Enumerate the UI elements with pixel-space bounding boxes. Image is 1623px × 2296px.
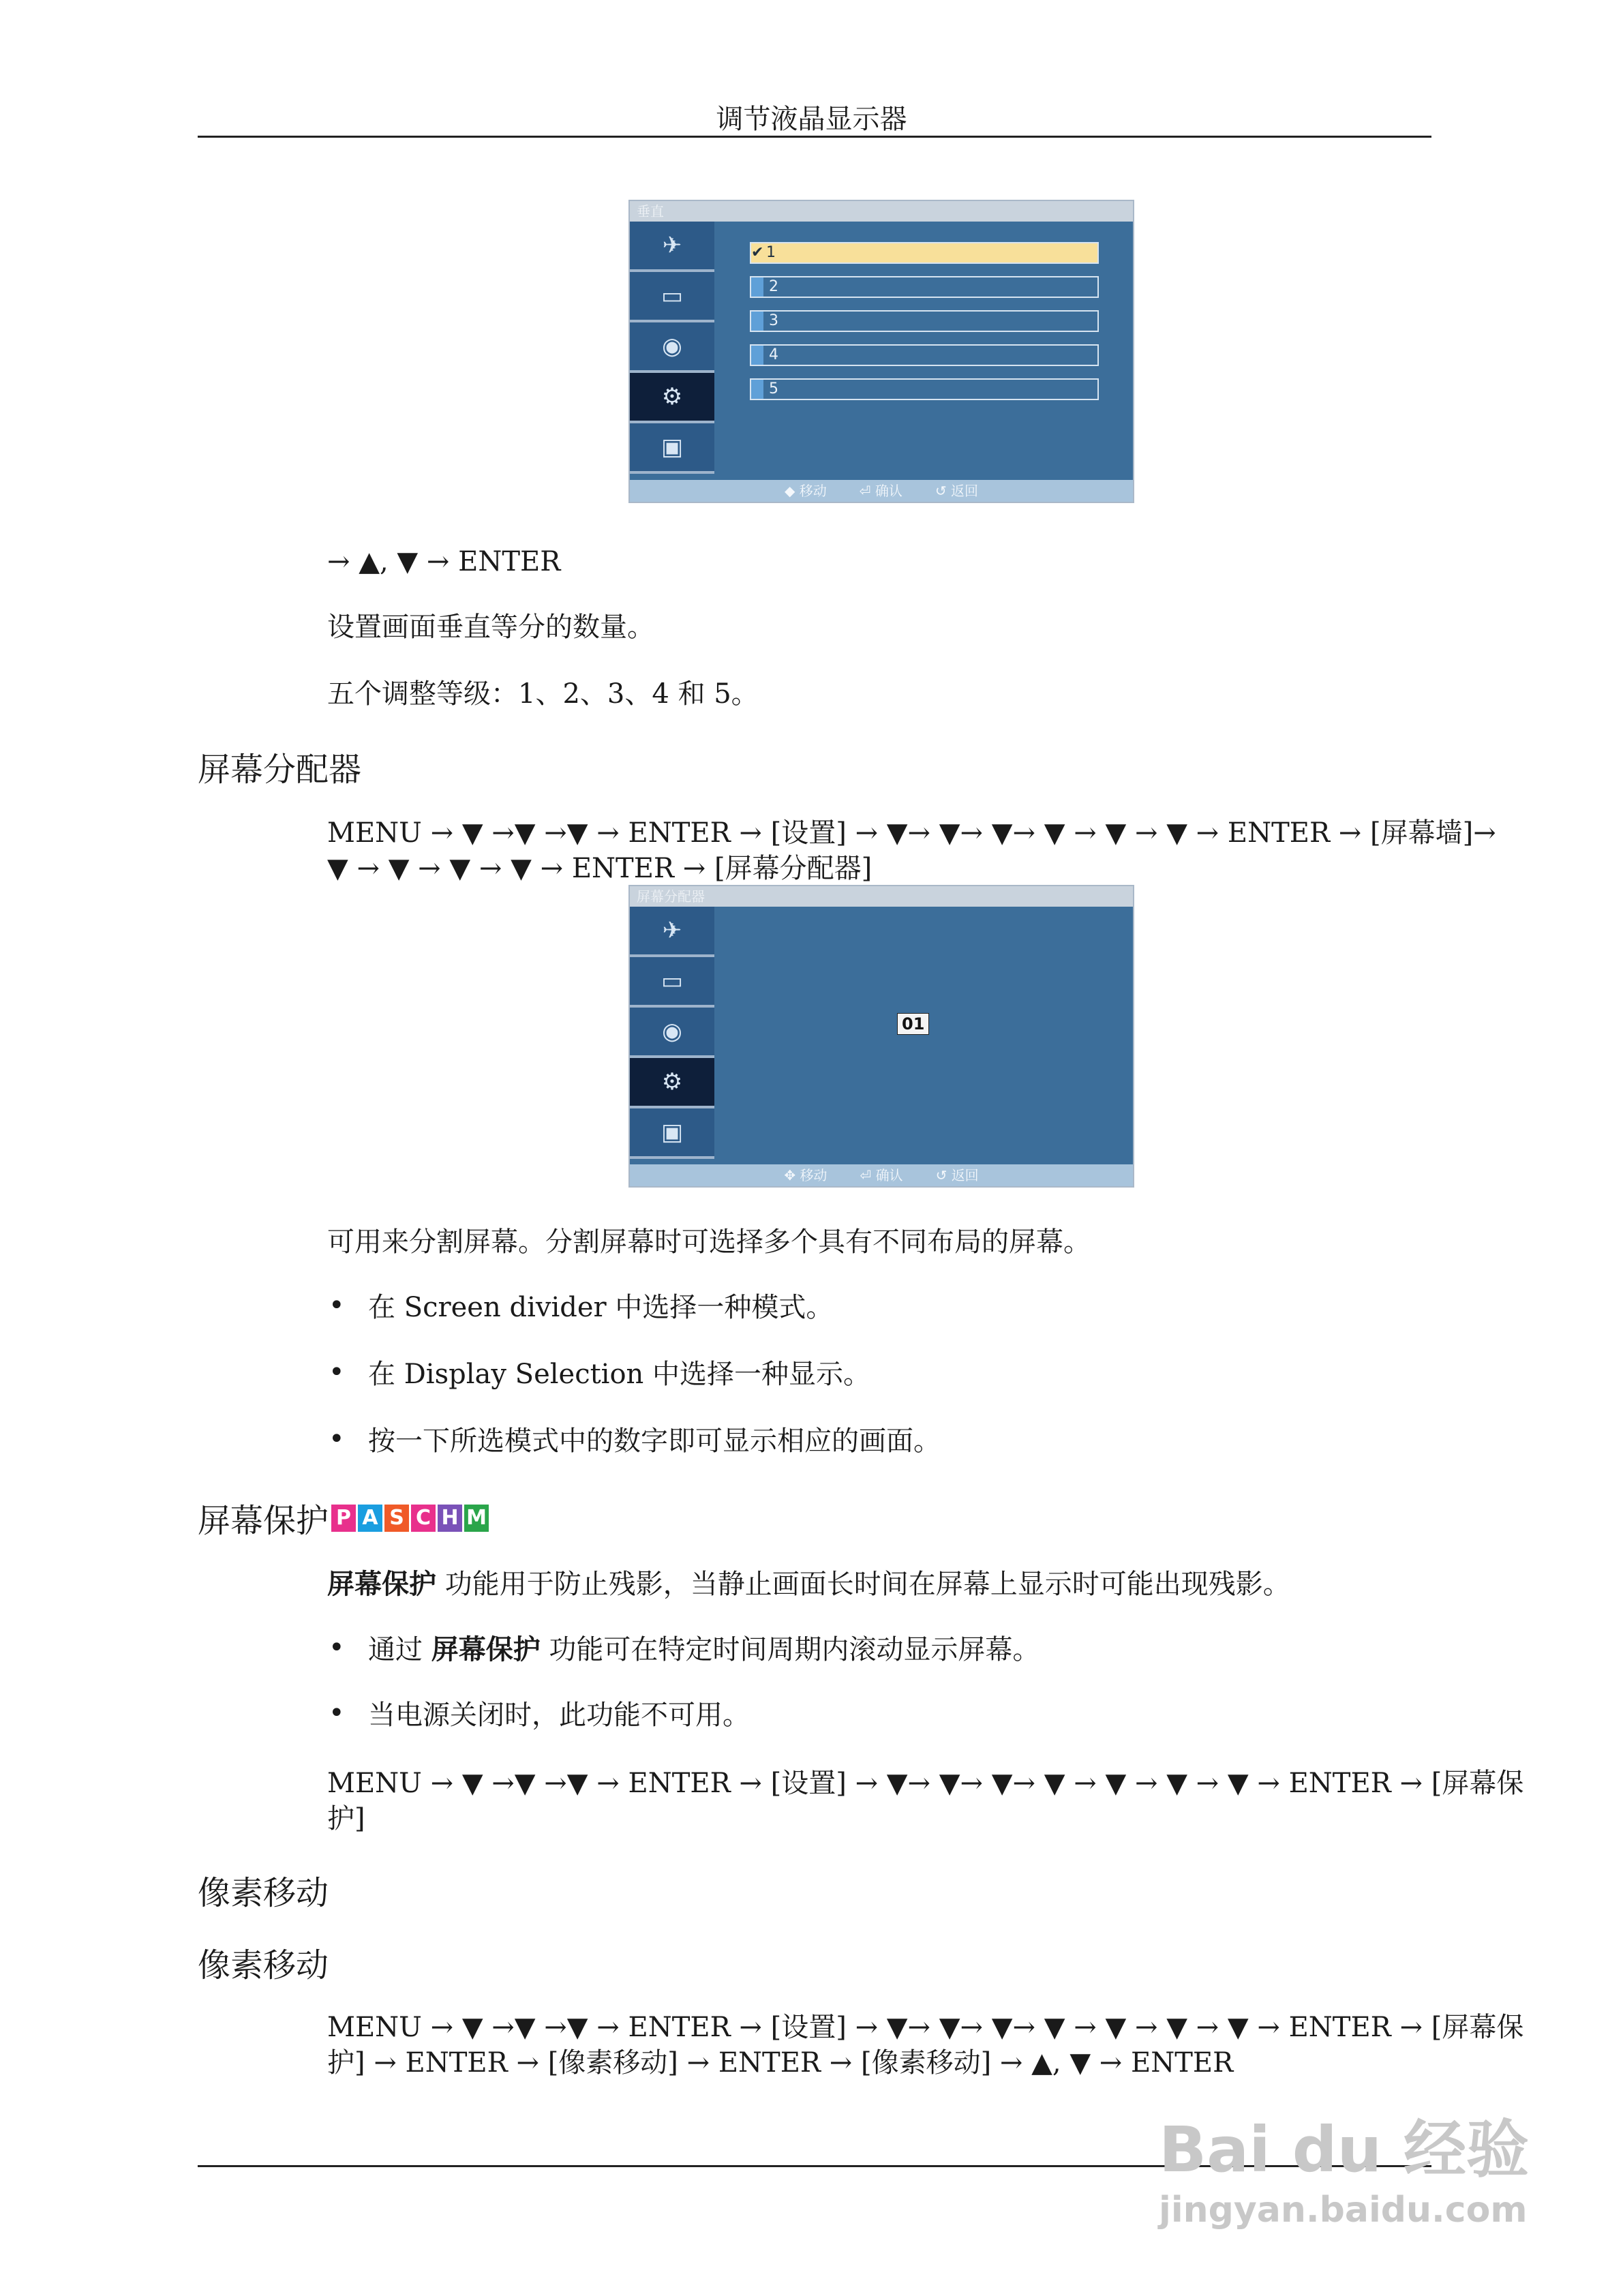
vertical-levels: 五个调整等级：1、2、3、4 和 5。 xyxy=(327,678,759,710)
footer-back: ↺ 返回 xyxy=(935,1167,979,1183)
option-marker xyxy=(751,346,763,365)
pixel-heading-1: 像素移动 xyxy=(198,1874,329,1912)
gear-icon[interactable]: ⚙ xyxy=(630,373,714,423)
pixel-path-line1: MENU → ▼ →▼ →▼ → ENTER → [设置] → ▼→ ▼→ ▼→ ▼ → ▼ → ▼ → ▼ → ENTER → [屏幕保 xyxy=(327,2012,1524,2043)
picture-icon[interactable]: ▭ xyxy=(630,957,714,1008)
divider-path-line1: MENU → ▼ →▼ →▼ → ENTER → [设置] → ▼→ ▼→ ▼→ ▼ → ▼ → ▼ → ENTER → [屏幕墙]→ xyxy=(327,817,1496,849)
divider-heading: 屏幕分配器 xyxy=(198,751,362,789)
footer-move-label: 移动 xyxy=(799,483,827,499)
badge-letter-m: M xyxy=(464,1505,489,1532)
osd-footer xyxy=(630,1164,1133,1186)
saver-heading-row xyxy=(198,1494,491,1541)
saver-bullet-1-bold: 屏幕保护 xyxy=(431,1633,541,1665)
option-1[interactable] xyxy=(750,242,1099,264)
option-label: 5 xyxy=(769,380,778,397)
footer-back: ↺ 返回 xyxy=(935,483,978,499)
bullet: • xyxy=(329,1423,345,1455)
footer-move-label: 移动 xyxy=(800,1167,828,1183)
option-4[interactable] xyxy=(750,344,1099,366)
saver-intro-rest: 功能用于防止残影，当静止画面长时间在屏幕上显示时可能出现残影。 xyxy=(436,1569,1290,1600)
vertical-nav: → ▲, ▼ → ENTER xyxy=(327,546,561,577)
paschm-badge xyxy=(331,1505,491,1532)
saver-path-line1: MENU → ▼ →▼ →▼ → ENTER → [设置] → ▼→ ▼→ ▼→ ▼ → ▼ → ▼ → ▼ → ENTER → [屏幕保 xyxy=(327,1768,1524,1799)
bullet: • xyxy=(329,1357,345,1388)
divider-path-line2: ▼ → ▼ → ▼ → ▼ → ENTER → [屏幕分配器] xyxy=(327,853,873,884)
baidu-watermark-url: jingyan.baidu.com xyxy=(1159,2190,1528,2231)
baidu-watermark-brand: Bai du 经验 xyxy=(1159,2113,1530,2186)
osd-divider-screen xyxy=(628,885,1134,1188)
saver-bullet-1-pre: 通过 xyxy=(368,1634,431,1665)
saver-bullet-1-post: 功能可在特定时间周期内滚动显示屏幕。 xyxy=(540,1634,1040,1665)
divider-bullet-2: 在 Display Selection 中选择一种显示。 xyxy=(368,1359,871,1390)
osd-vertical-screen xyxy=(628,200,1134,503)
badge-letter-a: A xyxy=(358,1505,382,1532)
pixel-heading-2: 像素移动 xyxy=(198,1946,329,1984)
saver-heading: 屏幕保护 xyxy=(198,1502,329,1540)
bullet: • xyxy=(329,1632,345,1663)
option-5[interactable] xyxy=(750,378,1099,400)
divider-bullet-1: 在 Screen divider 中选择一种模式。 xyxy=(368,1292,834,1323)
osd-title: 垂直 xyxy=(630,201,1133,222)
badge-letter-p: P xyxy=(331,1505,356,1532)
footer-confirm: ⏎ 确认 xyxy=(859,483,902,499)
option-marker xyxy=(751,380,763,399)
screen-number-badge[interactable]: 01 xyxy=(897,1013,929,1035)
saver-bullet-2: 当电源关闭时，此功能不可用。 xyxy=(368,1700,750,1731)
footer-move: ✥ 移动 xyxy=(784,1167,828,1183)
antenna-icon[interactable]: ✈ xyxy=(630,222,714,272)
input-icon[interactable]: ▣ xyxy=(630,1108,714,1159)
saver-bullet-1 xyxy=(368,1632,1040,1667)
osd-footer xyxy=(630,480,1133,502)
saver-intro xyxy=(327,1567,1290,1602)
vertical-desc: 设置画面垂直等分的数量。 xyxy=(327,611,654,643)
option-label: 1 xyxy=(766,244,776,261)
pixel-path-line2: 护] → ENTER → [像素移动] → ENTER → [像素移动] → ▲, ▼ → ENTER xyxy=(327,2047,1234,2079)
saver-intro-bold: 屏幕保护 xyxy=(327,1568,436,1600)
footer-back-label: 返回 xyxy=(951,483,978,499)
badge-letter-h: H xyxy=(438,1505,462,1532)
option-label: 2 xyxy=(769,278,778,295)
bullet: • xyxy=(329,1697,345,1729)
gear-icon[interactable]: ⚙ xyxy=(630,1058,714,1108)
sound-icon[interactable]: ◉ xyxy=(630,322,714,373)
badge-letter-s: S xyxy=(384,1505,409,1532)
sound-icon[interactable]: ◉ xyxy=(630,1008,714,1058)
footer-confirm-label: 确认 xyxy=(875,483,902,499)
input-icon[interactable]: ▣ xyxy=(630,423,714,474)
option-3[interactable] xyxy=(750,310,1099,332)
picture-icon[interactable]: ▭ xyxy=(630,272,714,322)
footer-back-label: 返回 xyxy=(951,1167,979,1183)
footer-move: ◆ 移动 xyxy=(785,483,827,499)
bullet: • xyxy=(329,1290,345,1321)
divider-bullet-3: 按一下所选模式中的数字即可显示相应的画面。 xyxy=(368,1425,941,1457)
option-marker xyxy=(751,312,763,331)
option-marker xyxy=(751,277,763,297)
badge-letter-c: C xyxy=(411,1505,436,1532)
option-label: 4 xyxy=(769,346,778,363)
footer-confirm: ⏎ 确认 xyxy=(860,1167,903,1183)
header-rule xyxy=(198,136,1431,138)
footer-confirm-label: 确认 xyxy=(875,1167,903,1183)
option-label: 3 xyxy=(769,312,778,329)
page-header-title: 调节液晶显示器 xyxy=(716,104,907,135)
antenna-icon[interactable]: ✈ xyxy=(630,907,714,957)
option-2[interactable] xyxy=(750,276,1099,298)
divider-desc: 可用来分割屏幕。分割屏幕时可选择多个具有不同布局的屏幕。 xyxy=(327,1226,1091,1258)
check-icon: ✔ xyxy=(751,244,764,261)
osd-title: 屏幕分配器 xyxy=(630,886,1133,907)
saver-path-line2: 护] xyxy=(327,1803,365,1834)
